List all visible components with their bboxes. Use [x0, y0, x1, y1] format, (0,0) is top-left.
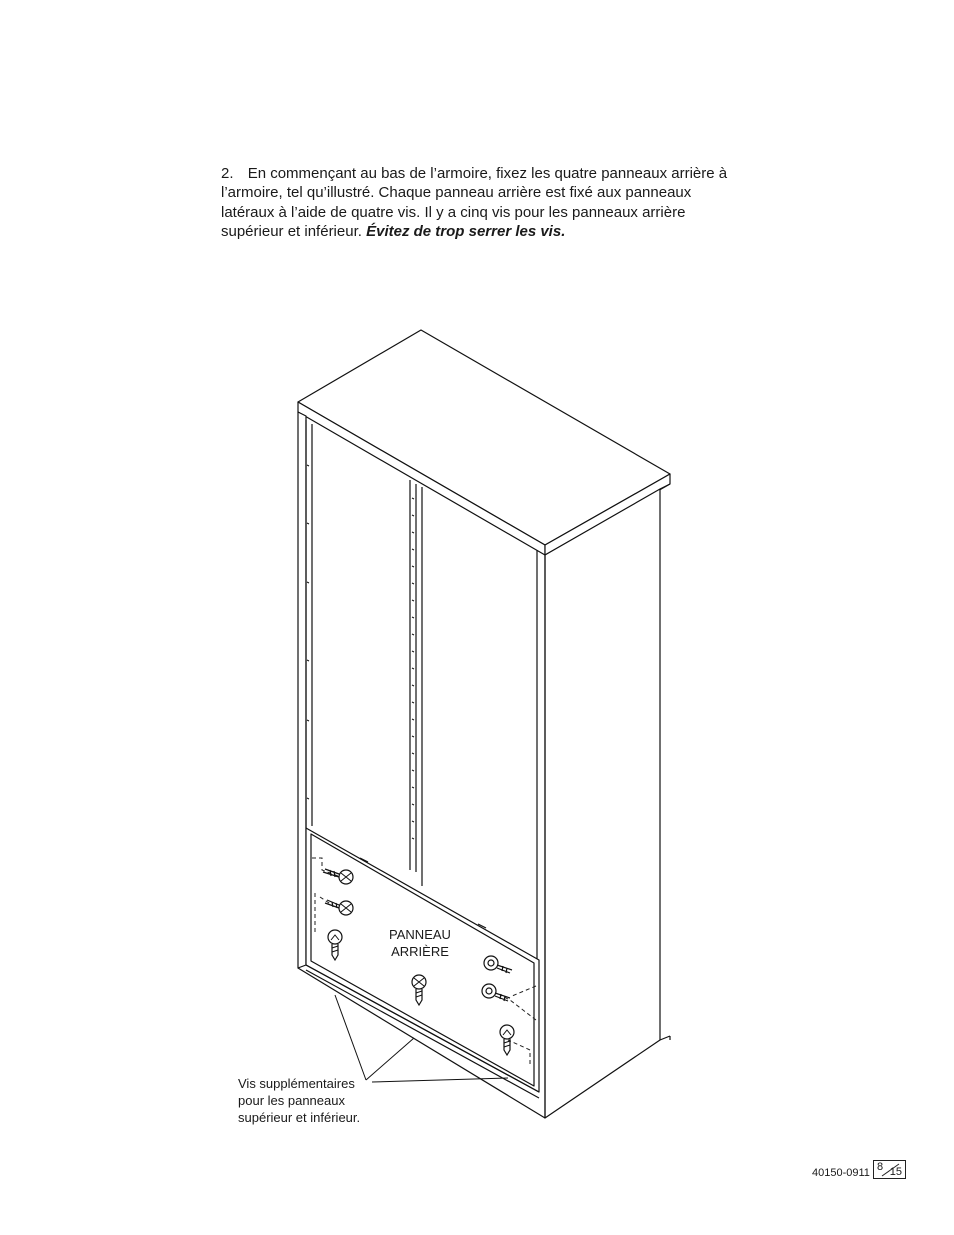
extra-screws-callout: Vis supplémentaires pour les panneaux supérieur et inférieur.	[238, 1076, 361, 1125]
page-numerator: 8	[877, 1161, 884, 1173]
right-side-panel	[545, 489, 660, 1118]
part-code: 40150-0911	[812, 1167, 870, 1179]
step-text: En commençant au bas de l’armoire, fixez les quatre panneaux arrière à l’armoire, tel qu’illustré. Chaque panneau arrière est fixé aux panneaux latéraux à l’aide de quatre vis. Il y a cinq vis pour les panneaux arrière supérieur et inférieur.	[221, 165, 728, 240]
shelf-pin-holes	[307, 465, 414, 839]
step-warning: Évitez de trop serrer les vis.	[366, 222, 566, 240]
left-side-panel	[298, 412, 306, 968]
page-denominator: 15	[889, 1166, 902, 1178]
back-panel-label: PANNEAU ARRIÈRE	[389, 927, 451, 959]
page-number	[873, 1160, 906, 1179]
step-number: 2.	[221, 165, 234, 182]
